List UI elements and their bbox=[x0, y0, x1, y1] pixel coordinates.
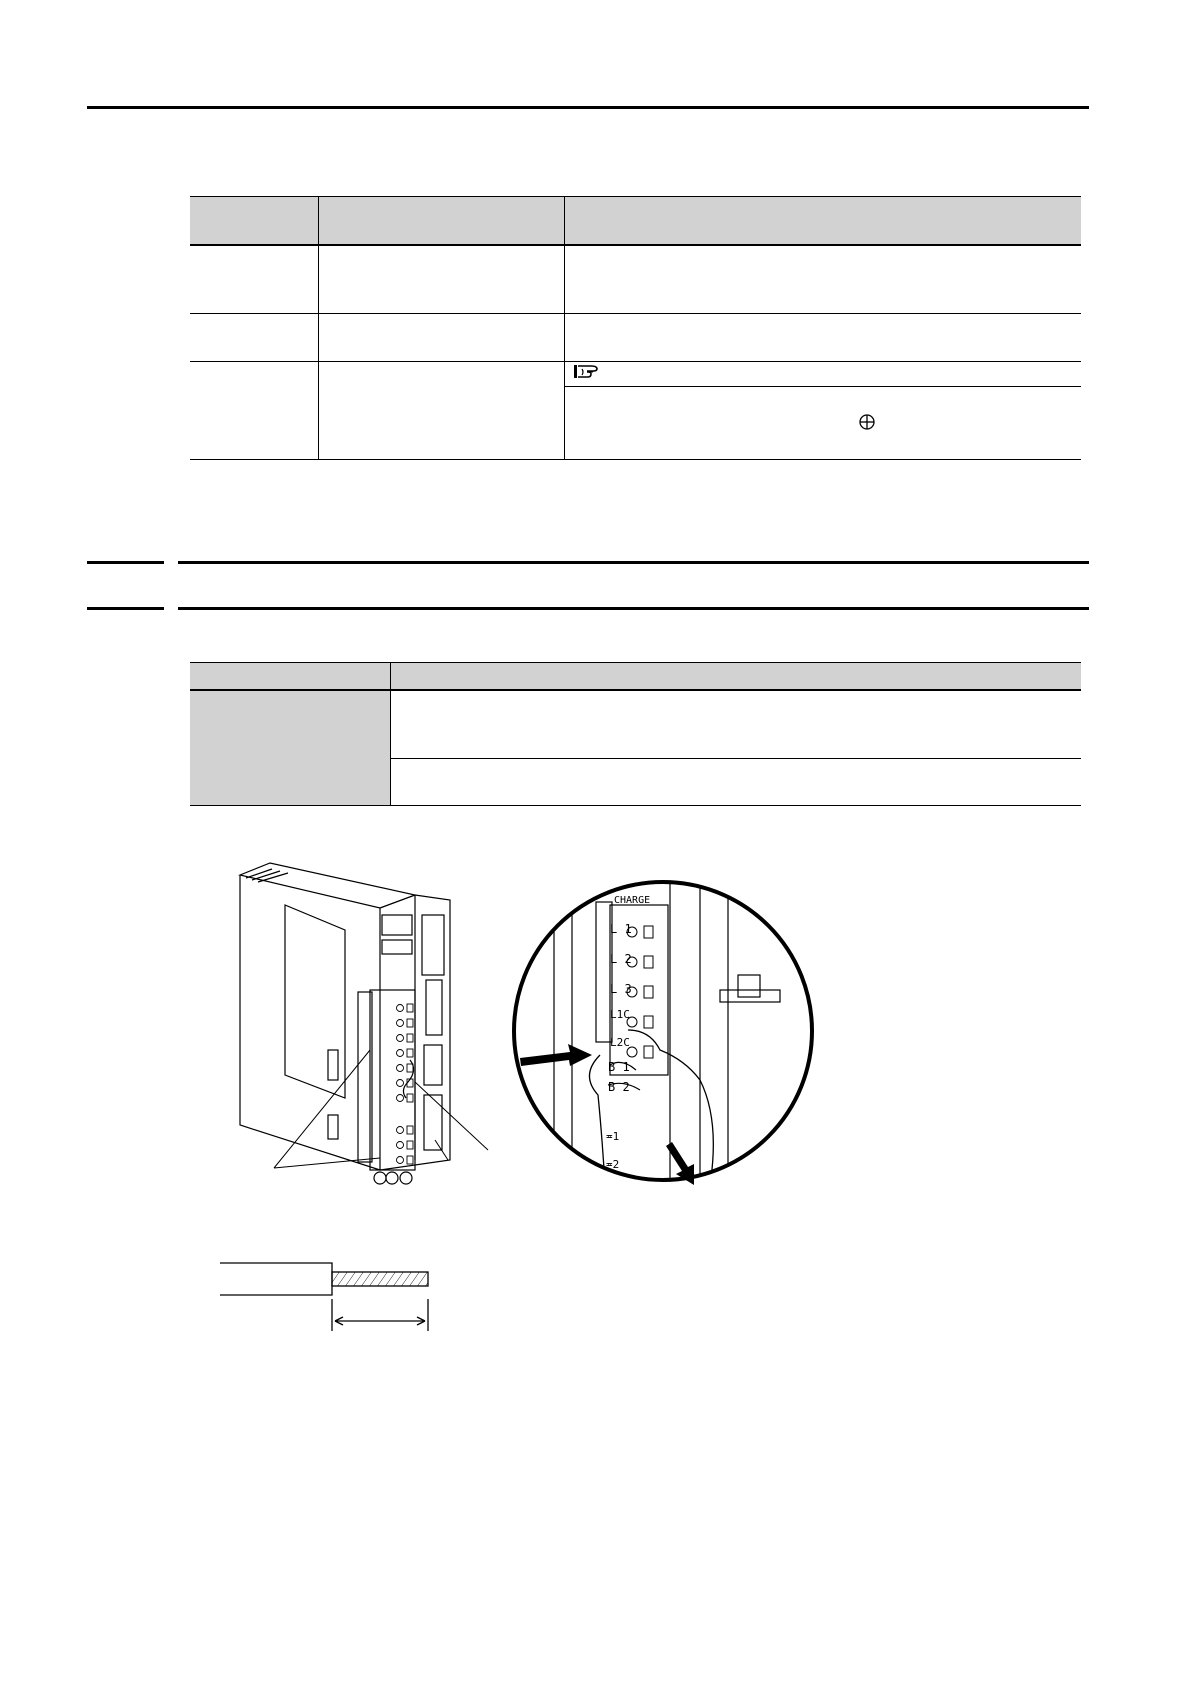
table-2-header bbox=[190, 662, 1081, 690]
table-1-bottom-border bbox=[190, 459, 1081, 460]
zoom-label-charge: CHARGE bbox=[614, 895, 651, 906]
zoom-label: L1C bbox=[610, 1008, 630, 1021]
connector-zoom-figure bbox=[510, 880, 820, 1185]
wire-strip-figure bbox=[215, 1255, 445, 1335]
zoom-label: L 1 bbox=[610, 922, 632, 936]
servo-pack-figure bbox=[230, 860, 500, 1205]
table-1-row-divider bbox=[190, 313, 1081, 314]
section-rule-left bbox=[87, 607, 164, 610]
zoom-label: L2C bbox=[610, 1036, 630, 1049]
table-1-row-divider bbox=[190, 361, 1081, 362]
table-2-subrow-divider bbox=[390, 758, 1081, 759]
circle-plus-icon bbox=[858, 413, 876, 431]
pointing-hand-icon bbox=[573, 362, 599, 380]
table-1-header-bottom bbox=[190, 244, 1081, 246]
section-rule-left bbox=[87, 561, 164, 564]
zoom-label: ≖1 bbox=[606, 1130, 620, 1143]
zoom-label: B 1 bbox=[608, 1060, 630, 1074]
table-2-col-divider bbox=[390, 662, 391, 806]
top-rule bbox=[87, 106, 1089, 109]
table-1-header bbox=[190, 196, 1081, 245]
section-rule-right bbox=[178, 607, 1089, 610]
zoom-label: L 2 bbox=[610, 952, 632, 966]
zoom-label: L 3 bbox=[610, 982, 632, 996]
zoom-label: ≖2 bbox=[606, 1158, 620, 1171]
section-rule-right bbox=[178, 561, 1089, 564]
zoom-label: B 2 bbox=[608, 1080, 630, 1094]
table-2-bottom-border bbox=[190, 805, 1081, 806]
table-1-top-border bbox=[190, 196, 1081, 197]
table-1-col-divider bbox=[564, 196, 565, 460]
table-2-shaded-cell bbox=[190, 690, 390, 806]
table-1-subrow-divider bbox=[565, 386, 1081, 387]
table-1-col-divider bbox=[318, 196, 319, 460]
table-2-header-bottom bbox=[190, 689, 1081, 691]
table-2-top-border bbox=[190, 662, 1081, 663]
